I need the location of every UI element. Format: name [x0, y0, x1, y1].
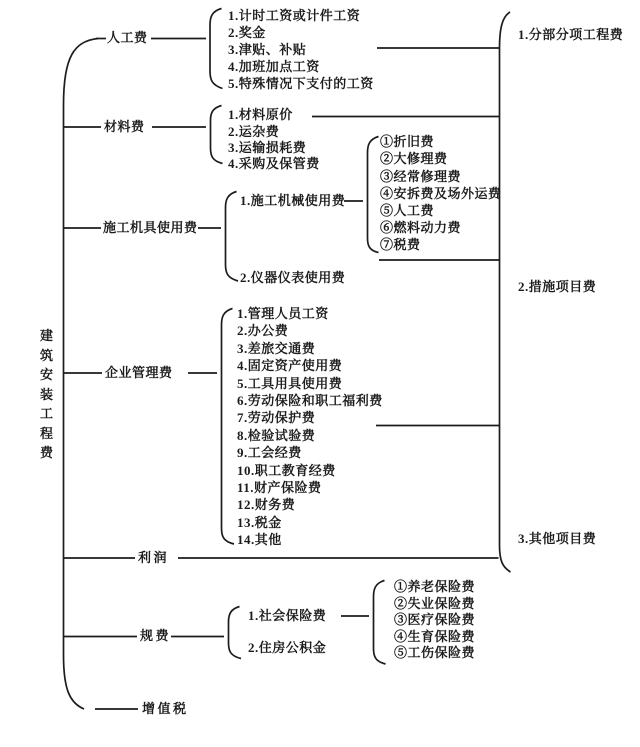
list-item: 2.办公费 — [237, 323, 289, 338]
list-item: ⑤人工费 — [380, 203, 435, 218]
list-item: 2.仪器仪表使用费 — [240, 270, 346, 285]
list-item: 12.财务费 — [237, 497, 296, 512]
list-item: 10.职工教育经费 — [237, 463, 336, 478]
branch-label-profit: 利润 — [138, 550, 170, 565]
list-item: 1.施工机械使用费 — [240, 193, 346, 208]
list-item: 7.劳动保护费 — [237, 410, 316, 425]
list-item: 6.劳动保险和职工福利费 — [237, 393, 383, 408]
machine-sub-items-brace — [368, 137, 379, 253]
list-item: 2.住房公积金 — [248, 640, 327, 655]
list-item: 1.社会保险费 — [248, 608, 327, 623]
list-item: ④安拆费及场外运费 — [380, 186, 502, 201]
cost-formation-label: 3.其他项目费 — [518, 531, 597, 546]
list-item: 2.运杂费 — [228, 124, 280, 139]
list-item: ②失业保险费 — [394, 596, 476, 611]
material-items-brace — [211, 106, 223, 164]
list-item: 3.运输损耗费 — [228, 140, 307, 155]
branch-label-material: 材料费 — [104, 119, 145, 134]
management-items-brace — [222, 309, 235, 545]
list-item: ①养老保险费 — [394, 579, 476, 594]
list-item: 8.检验试验费 — [237, 428, 316, 443]
list-item: ④生育保险费 — [394, 629, 476, 644]
list-item: ②大修理费 — [380, 151, 448, 166]
branch-label-management: 企业管理费 — [105, 365, 173, 380]
fees-items-brace — [229, 607, 242, 659]
branch-label-labor: 人工费 — [107, 30, 148, 45]
list-item: ⑤工伤保险费 — [394, 645, 476, 660]
machinery-items-brace — [226, 192, 239, 282]
labor-items-brace — [210, 9, 223, 89]
list-item: 14.其他 — [237, 532, 282, 547]
list-item: ⑥燃料动力费 — [380, 220, 462, 235]
list-item: 13.税金 — [237, 515, 282, 530]
list-item: 2.奖金 — [228, 25, 266, 40]
list-item: 4.加班加点工资 — [228, 59, 320, 74]
list-item: 5.工具用具使用费 — [237, 376, 343, 391]
list-item: 9.工会经费 — [237, 445, 302, 460]
list-item: 1.管理人员工资 — [237, 306, 329, 321]
list-item: ③经常修理费 — [380, 169, 462, 184]
list-item: ⑦税费 — [380, 237, 421, 252]
list-item: 3.差旅交通费 — [237, 341, 316, 356]
list-item: 4.固定资产使用费 — [237, 358, 343, 373]
root-label: 建筑安装工程费 — [39, 328, 53, 460]
list-item: 4.采购及保管费 — [228, 156, 320, 171]
cost-formation-label: 1.分部分项工程费 — [518, 27, 624, 42]
branch-label-machinery: 施工机具使用费 — [103, 220, 198, 235]
fees-sub-items-brace — [374, 581, 386, 665]
list-item: 3.津贴、补贴 — [228, 42, 307, 57]
branch-label-fees: 规费 — [140, 628, 172, 643]
list-item: 11.财产保险费 — [237, 480, 322, 495]
branch-label-vat: 增值税 — [142, 701, 189, 716]
list-item: ③医疗保险费 — [394, 612, 476, 627]
list-item: ①折旧费 — [380, 134, 435, 149]
list-item: 1.材料原价 — [228, 107, 293, 122]
cost-formation-brace — [500, 12, 511, 572]
list-item: 1.计时工资或计件工资 — [228, 8, 361, 23]
list-item: 5.特殊情况下支付的工资 — [228, 76, 374, 91]
cost-formation-label: 2.措施项目费 — [518, 279, 597, 294]
